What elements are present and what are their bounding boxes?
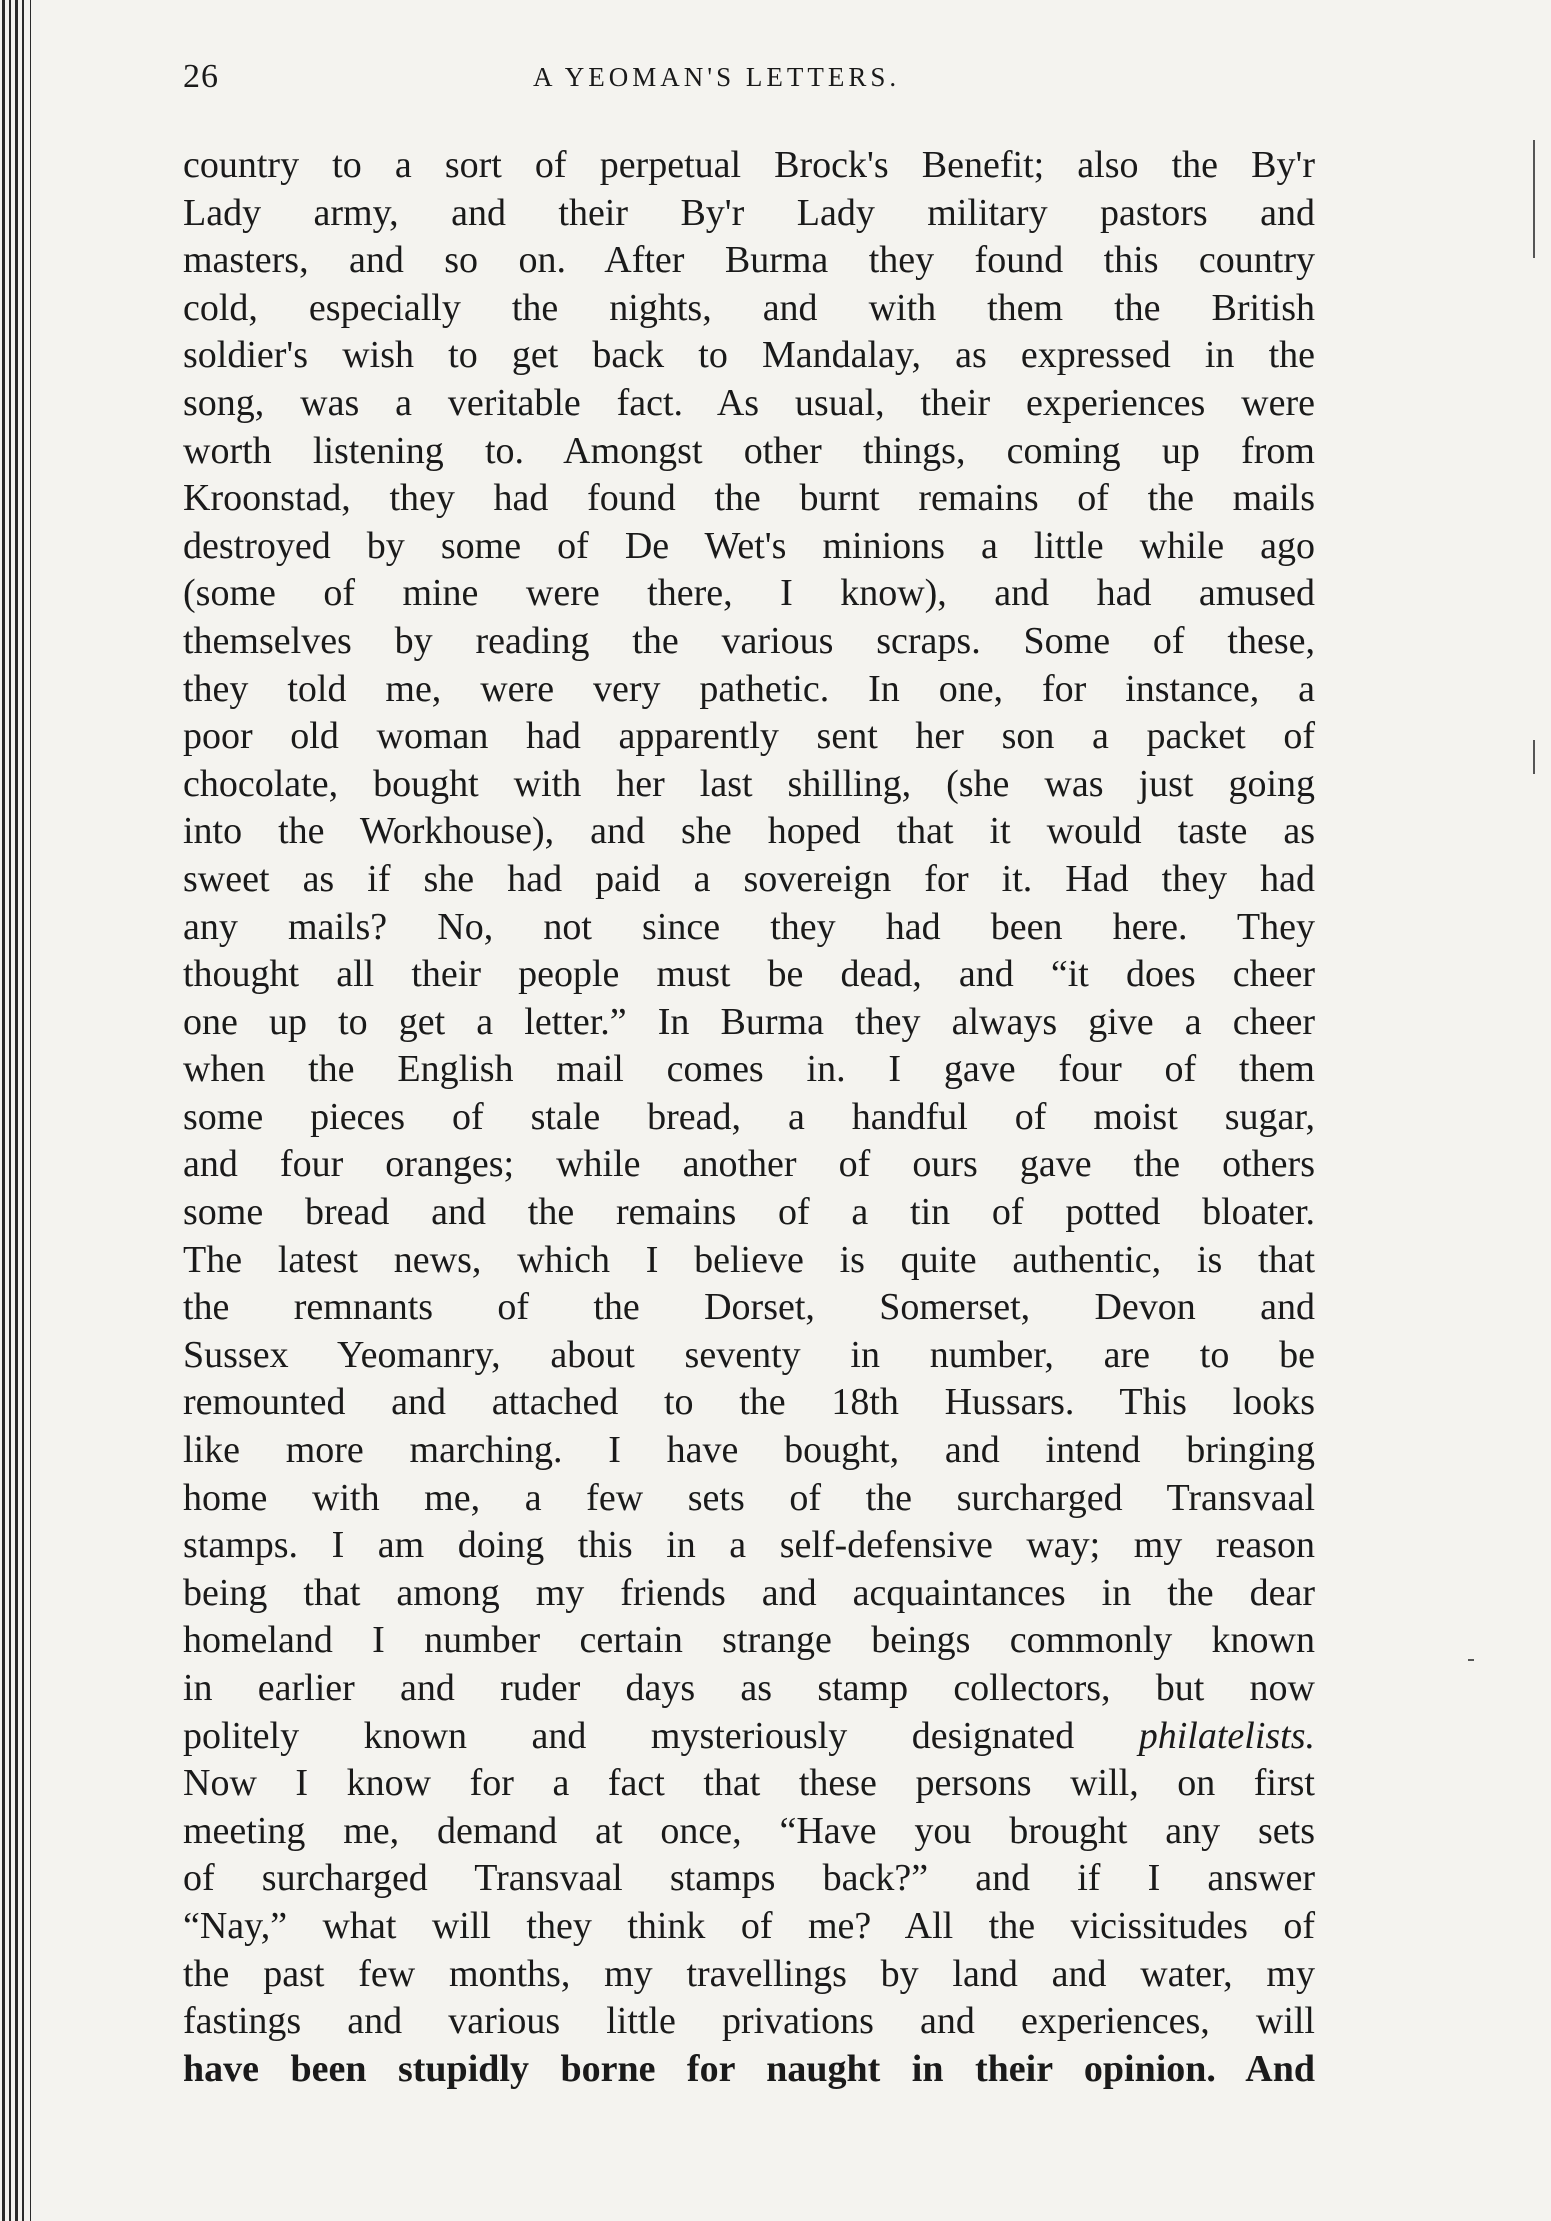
text-line: one up to get a letter.” In Burma they always give a cheer bbox=[183, 1000, 1315, 1043]
text-line: like more marching. I have bought, and intend bringing bbox=[183, 1429, 1315, 1472]
text-line: some bread and the remains of a tin of potted bloater. bbox=[183, 1191, 1315, 1234]
text-line: Lady army, and their By'r Lady military pastors and bbox=[183, 191, 1315, 234]
text-line: fastings and various little privations and experiences, will bbox=[183, 2000, 1315, 2043]
text-line: thought all their people must be dead, and “it does cheer bbox=[183, 953, 1315, 996]
text-line-segment: politely known and mysteriously designated bbox=[183, 1714, 1075, 1757]
margin-mark bbox=[1468, 1659, 1474, 1661]
text-line: (some of mine were there, I know), and had amused bbox=[183, 572, 1315, 615]
text-line: remounted and attached to the 18th Hussars. This looks bbox=[183, 1381, 1315, 1424]
text-line: the past few months, my travellings by land and water, my bbox=[183, 1952, 1315, 1995]
text-line: Sussex Yeomanry, about seventy in number, are to be bbox=[183, 1333, 1315, 1376]
body-text bbox=[183, 142, 1315, 2093]
text-line: poor old woman had apparently sent her son a packet of bbox=[183, 715, 1315, 758]
text-line: song, was a veritable fact. As usual, their experiences were bbox=[183, 381, 1315, 424]
margin-mark bbox=[1533, 140, 1535, 258]
text-line: country to a sort of perpetual Brock's Benefit; also the By'r bbox=[183, 144, 1315, 186]
text-line: meeting me, demand at once, “Have you brought any sets bbox=[183, 1809, 1315, 1852]
text-line: of surcharged Transvaal stamps back?” and if I answer bbox=[183, 1857, 1315, 1900]
margin-mark bbox=[1533, 740, 1535, 774]
text-line: stamps. I am doing this in a self-defensive way; my reason bbox=[183, 1524, 1315, 1567]
text-line: they told me, were very pathetic. In one, for instance, a bbox=[183, 667, 1315, 710]
text-line-with-italic bbox=[183, 1713, 1315, 1761]
text-line: when the English mail comes in. I gave four of them bbox=[183, 1048, 1315, 1091]
text-line: The latest news, which I believe is quite authentic, is that bbox=[183, 1238, 1315, 1281]
page-number: 26 bbox=[183, 58, 219, 95]
text-line: some pieces of stale bread, a handful of moist sugar, bbox=[183, 1095, 1315, 1138]
running-title: A YEOMAN'S LETTERS. bbox=[533, 62, 901, 92]
text-line: themselves by reading the various scraps. Some of these, bbox=[183, 619, 1315, 662]
text-line: sweet as if she had paid a sovereign for it. Had they had bbox=[183, 857, 1315, 900]
text-line: cold, especially the nights, and with them the British bbox=[183, 286, 1315, 329]
text-line: “Nay,” what will they think of me? All the vicissitudes of bbox=[183, 1904, 1315, 1947]
text-line: home with me, a few sets of the surcharged Transvaal bbox=[183, 1476, 1315, 1519]
running-head bbox=[183, 58, 1313, 108]
text-line: any mails? No, not since they had been here. They bbox=[183, 905, 1315, 948]
text-line: have been stupidly borne for naught in their opinion. And bbox=[183, 2047, 1315, 2090]
text-line: homeland I number certain strange beings commonly known bbox=[183, 1619, 1315, 1662]
text-line: the remnants of the Dorset, Somerset, Devon and bbox=[183, 1286, 1315, 1329]
text-line: Kroonstad, they had found the burnt remains of the mails bbox=[183, 477, 1315, 520]
text-line: in earlier and ruder days as stamp collectors, but now bbox=[183, 1667, 1315, 1709]
italic-word: philatelists. bbox=[1138, 1714, 1316, 1757]
text-line: worth listening to. Amongst other things, coming up from bbox=[183, 429, 1315, 472]
text-line: soldier's wish to get back to Mandalay, as expressed in the bbox=[183, 334, 1315, 377]
text-line: and four oranges; while another of ours gave the others bbox=[183, 1143, 1315, 1186]
text-line: Now I know for a fact that these persons will, on first bbox=[183, 1762, 1315, 1805]
text-line: destroyed by some of De Wet's minions a little while ago bbox=[183, 524, 1315, 567]
text-line: masters, and so on. After Burma they found this country bbox=[183, 239, 1315, 282]
text-line: chocolate, bought with her last shilling, (she was just going bbox=[183, 762, 1315, 805]
text-line: into the Workhouse), and she hoped that it would taste as bbox=[183, 810, 1315, 853]
text-line: being that among my friends and acquaintances in the dear bbox=[183, 1571, 1315, 1614]
